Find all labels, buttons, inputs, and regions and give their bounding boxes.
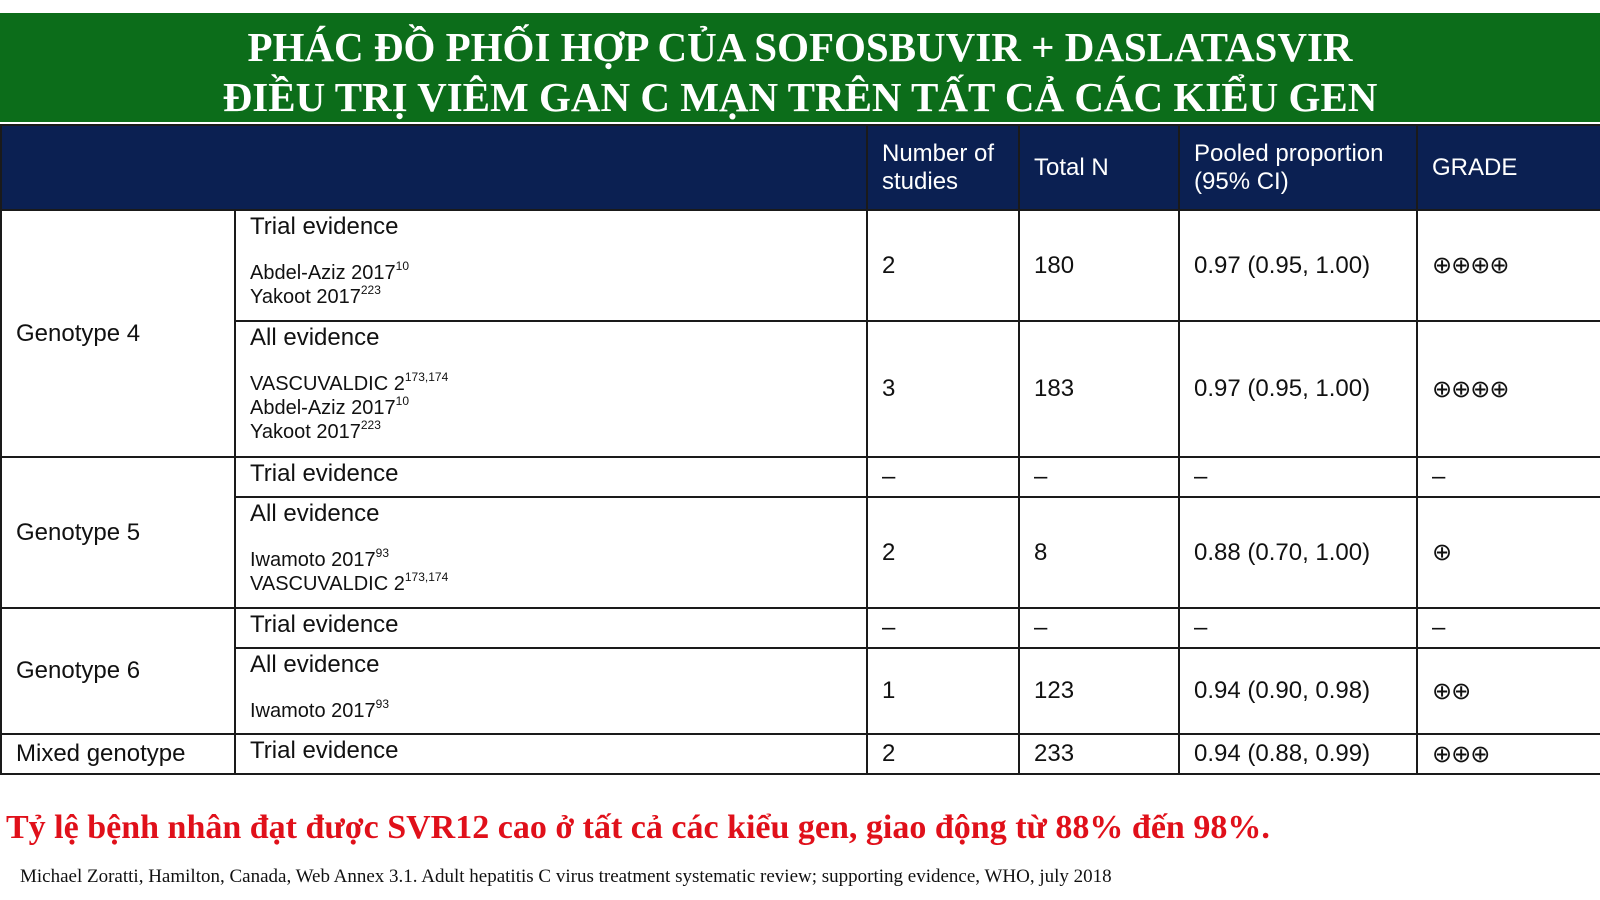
grade-cell: ⊕ (1417, 497, 1600, 608)
reference-name: Iwamoto 2017 (250, 549, 376, 571)
reference-name: Abdel-Aziz 2017 (250, 262, 396, 284)
total-n-cell: – (1019, 457, 1179, 497)
genotype-label: Genotype 4 (1, 210, 235, 457)
table-row (1, 734, 1600, 774)
evidence-cell (235, 648, 867, 734)
slide-title-banner (0, 13, 1600, 122)
number-of-studies-cell: 2 (867, 734, 1019, 774)
header-pooled-proportion: Pooled proportion (95% CI) (1179, 125, 1417, 210)
number-of-studies-cell: 3 (867, 321, 1019, 457)
evidence-cell (235, 608, 867, 648)
header-total-n: Total N (1019, 125, 1179, 210)
reference-name: Yakoot 2017 (250, 286, 361, 308)
evidence-cell (235, 497, 867, 608)
table-body (1, 210, 1600, 774)
reference-name: VASCUVALDIC 2 (250, 373, 405, 395)
reference-list (250, 372, 866, 444)
slide-title-line-2: ĐIỀU TRỊ VIÊM GAN C MẠN TRÊN TẤT CẢ CÁC KIỂU GEN (222, 74, 1378, 120)
reference-superscript: 223 (360, 283, 381, 297)
reference-name: Yakoot 2017 (250, 421, 361, 443)
reference-superscript: 173,174 (404, 370, 449, 384)
grade-cell: – (1417, 608, 1600, 648)
total-n-cell: 8 (1019, 497, 1179, 608)
reference-superscript: 10 (395, 394, 410, 408)
evidence-type-label: Trial evidence (250, 737, 399, 764)
pooled-proportion-cell: – (1179, 608, 1417, 648)
reference-list (250, 261, 866, 309)
pooled-proportion-cell: 0.97 (0.95, 1.00) (1179, 321, 1417, 457)
reference-item (250, 420, 866, 444)
evidence-type-label: Trial evidence (250, 213, 399, 240)
table-row (1, 497, 1600, 608)
grade-cell: ⊕⊕⊕⊕ (1417, 321, 1600, 457)
pooled-proportion-cell: – (1179, 457, 1417, 497)
genotype-label: Mixed genotype (1, 734, 235, 774)
total-n-cell: – (1019, 608, 1179, 648)
pooled-proportion-cell: 0.94 (0.90, 0.98) (1179, 648, 1417, 734)
header-grade: GRADE (1417, 125, 1600, 210)
pooled-proportion-cell: 0.97 (0.95, 1.00) (1179, 210, 1417, 321)
total-n-cell: 180 (1019, 210, 1179, 321)
number-of-studies-cell: – (867, 457, 1019, 497)
reference-item (250, 572, 866, 596)
pooled-proportion-cell: 0.94 (0.88, 0.99) (1179, 734, 1417, 774)
reference-item (250, 548, 866, 572)
evidence-cell (235, 321, 867, 457)
table-row (1, 648, 1600, 734)
reference-superscript: 223 (360, 418, 381, 432)
reference-name: VASCUVALDIC 2 (250, 573, 405, 595)
number-of-studies-cell: – (867, 608, 1019, 648)
table-header-row (1, 125, 1600, 210)
grade-cell: – (1417, 457, 1600, 497)
grade-cell: ⊕⊕⊕ (1417, 734, 1600, 774)
reference-superscript: 93 (375, 546, 389, 560)
evidence-table (0, 124, 1600, 775)
source-citation: Michael Zoratti, Hamilton, Canada, Web Annex 3.1. Adult hepatitis C virus treatment systematic review; supporting evidence, WHO, july 2018 (20, 866, 1112, 887)
table-row (1, 608, 1600, 648)
reference-superscript: 93 (375, 697, 389, 711)
reference-superscript: 173,174 (404, 570, 449, 584)
conclusion-text: Tỷ lệ bệnh nhân đạt được SVR12 cao ở tất cả các kiểu gen, giao động từ 88% đến 98%. (6, 809, 1270, 846)
pooled-proportion-cell: 0.88 (0.70, 1.00) (1179, 497, 1417, 608)
number-of-studies-cell: 2 (867, 210, 1019, 321)
number-of-studies-cell: 2 (867, 497, 1019, 608)
table-row (1, 321, 1600, 457)
header-blank (1, 125, 867, 210)
total-n-cell: 183 (1019, 321, 1179, 457)
reference-item (250, 261, 866, 285)
evidence-type-label: Trial evidence (250, 460, 399, 487)
reference-item (250, 372, 866, 396)
genotype-label: Genotype 6 (1, 608, 235, 734)
evidence-cell (235, 457, 867, 497)
evidence-type-label: All evidence (250, 651, 380, 678)
table-row (1, 210, 1600, 321)
reference-item (250, 396, 866, 420)
reference-name: Iwamoto 2017 (250, 700, 376, 722)
number-of-studies-cell: 1 (867, 648, 1019, 734)
total-n-cell: 233 (1019, 734, 1179, 774)
reference-item (250, 285, 866, 309)
table-row (1, 457, 1600, 497)
evidence-cell (235, 734, 867, 774)
genotype-label: Genotype 5 (1, 457, 235, 608)
evidence-type-label: All evidence (250, 324, 380, 351)
reference-superscript: 10 (395, 259, 410, 273)
reference-list (250, 548, 866, 596)
header-number-of-studies: Number of studies (867, 125, 1019, 210)
total-n-cell: 123 (1019, 648, 1179, 734)
reference-list (250, 699, 866, 723)
evidence-type-label: Trial evidence (250, 611, 399, 638)
evidence-cell (235, 210, 867, 321)
evidence-type-label: All evidence (250, 500, 380, 527)
grade-cell: ⊕⊕⊕⊕ (1417, 210, 1600, 321)
grade-cell: ⊕⊕ (1417, 648, 1600, 734)
slide-title-line-1: PHÁC ĐỒ PHỐI HỢP CỦA SOFOSBUVIR + DASLATASVIR (247, 24, 1353, 70)
reference-item (250, 699, 866, 723)
reference-name: Abdel-Aziz 2017 (250, 397, 396, 419)
